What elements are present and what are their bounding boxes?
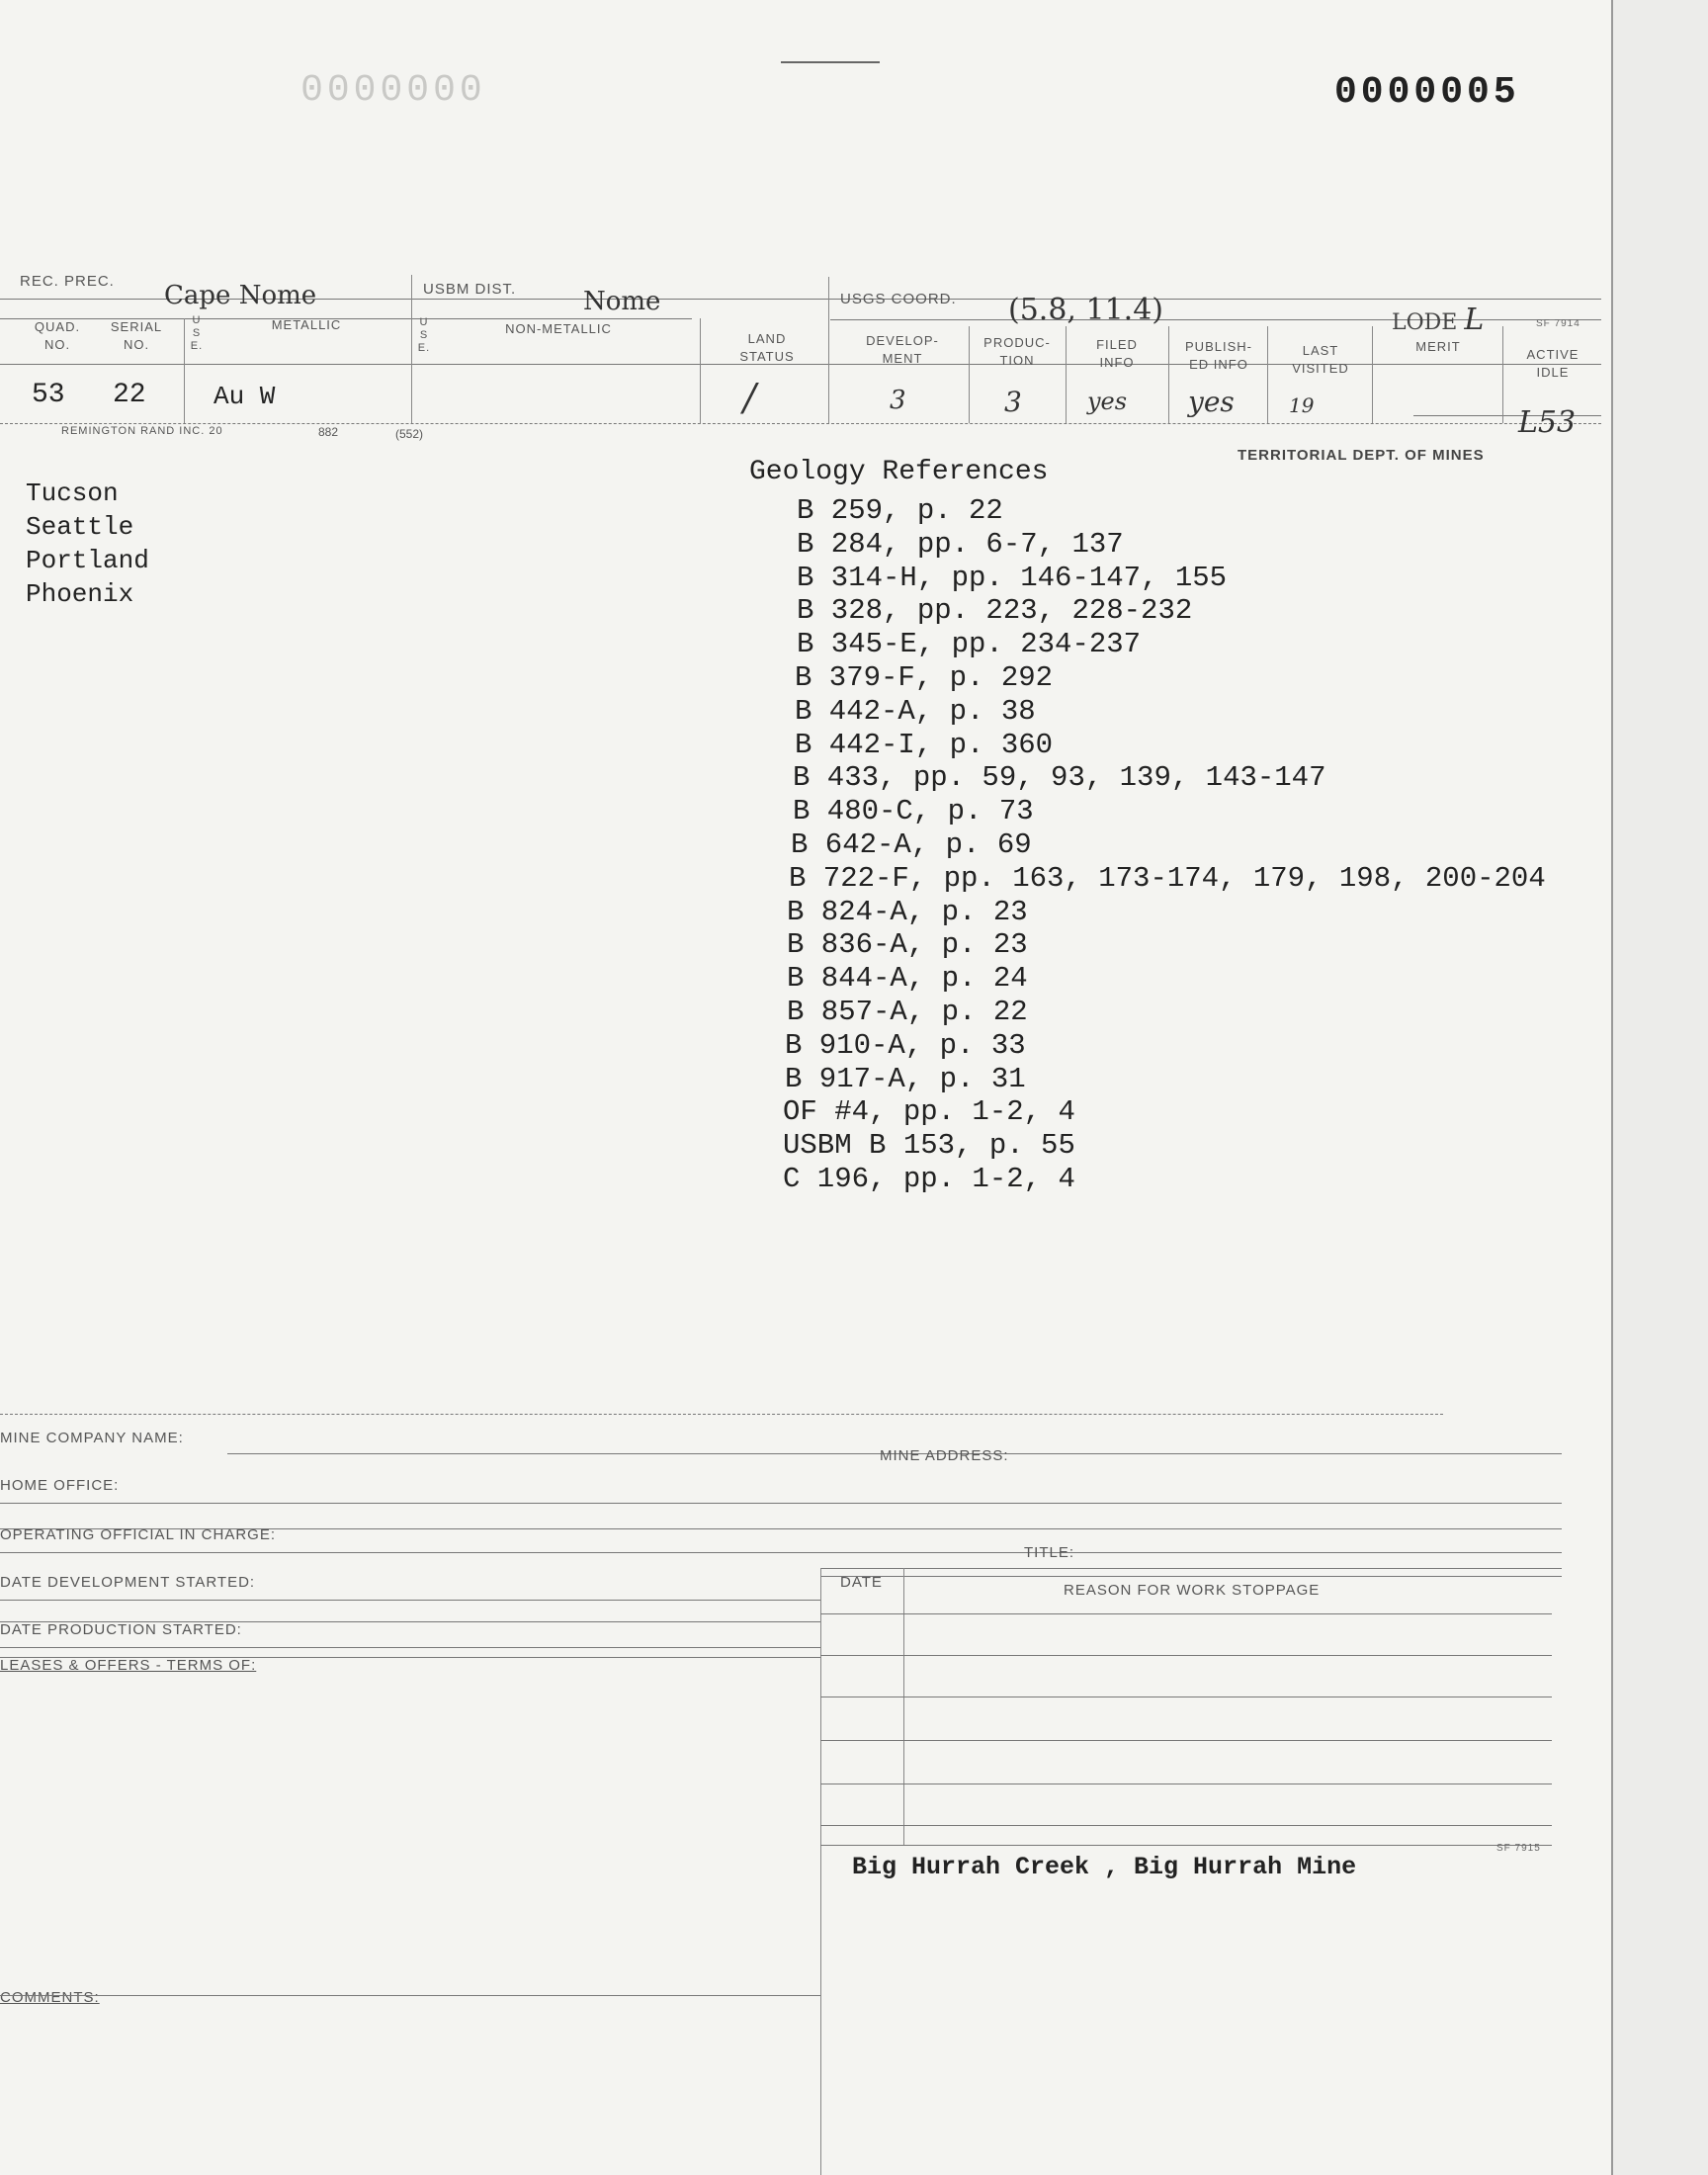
ref-item: B 379-F, p. 292 xyxy=(795,660,1054,694)
usbm-dist-label: USBM DIST. xyxy=(423,281,517,298)
form-code-2: SF 7915 xyxy=(1496,1843,1541,1854)
row-last-visited: 19 xyxy=(1289,393,1315,417)
date-column-header: DATE xyxy=(840,1574,883,1591)
ref-item: B 910-A, p. 33 xyxy=(785,1028,1026,1062)
ref-item: B 442-I, p. 360 xyxy=(795,728,1054,761)
ref-item: B 917-A, p. 31 xyxy=(785,1062,1026,1095)
row-production: 3 xyxy=(1004,386,1022,418)
col-quad: QUAD. NO. xyxy=(34,319,81,352)
col-use-2: U S E. xyxy=(417,316,431,354)
ref-item: B 328, pp. 223, 228-232 xyxy=(797,594,1193,628)
ref-item: B 722-F, pp. 163, 173-174, 179, 198, 200-204 xyxy=(789,861,1546,895)
col-use: U S E. xyxy=(190,314,204,352)
printer-company: REMINGTON RAND INC. 20 xyxy=(61,425,223,437)
ref-item: B 642-A, p. 69 xyxy=(791,827,1032,861)
city-item: Seattle xyxy=(26,512,134,542)
form-code: SF 7914 xyxy=(1536,318,1580,329)
reason-column-header: REASON FOR WORK STOPPAGE xyxy=(1064,1582,1321,1599)
usbm-dist-value: Nome xyxy=(583,287,661,316)
lode-label: LODE xyxy=(1392,310,1458,335)
col-last-visited: LAST VISITED xyxy=(1292,343,1349,376)
geology-refs xyxy=(783,494,1546,1196)
ref-item: USBM B 153, p. 55 xyxy=(783,1129,1075,1163)
ref-item: C 196, pp. 1-2, 4 xyxy=(783,1162,1075,1195)
col-active-idle: ACTIVE IDLE xyxy=(1526,347,1580,380)
location-note: Big Hurrah Creek , Big Hurrah Mine xyxy=(852,1853,1357,1881)
ref-item: B 836-A, p. 23 xyxy=(787,928,1028,962)
ref-item: B 345-E, pp. 234-237 xyxy=(797,628,1142,661)
row-development: 3 xyxy=(890,386,906,415)
col-published-info: PUBLISH- ED INFO xyxy=(1185,339,1252,372)
row-metallic: Au W xyxy=(214,382,276,411)
operating-official-label: OPERATING OFFICIAL IN CHARGE: xyxy=(0,1526,277,1543)
home-office-label: HOME OFFICE: xyxy=(0,1477,120,1494)
row-serial: 22 xyxy=(113,380,146,410)
leases-offers-label: LEASES & OFFERS - TERMS OF: xyxy=(0,1657,257,1674)
mine-company-name-label: MINE COMPANY NAME: xyxy=(0,1430,184,1446)
rec-prec-value: Cape Nome xyxy=(164,281,317,310)
col-metallic: METALLIC xyxy=(271,317,342,332)
document-number: 0000005 xyxy=(1334,71,1520,114)
col-land-status: LAND STATUS xyxy=(739,331,795,364)
row-land-status: / xyxy=(743,376,756,419)
col-merit: MERIT xyxy=(1415,339,1461,354)
row-published-info: yes xyxy=(1188,386,1235,418)
geology-title: Geology References xyxy=(749,457,1049,487)
date-development-started-label: DATE DEVELOPMENT STARTED: xyxy=(0,1574,256,1591)
ref-item: B 442-A, p. 38 xyxy=(795,694,1036,728)
bleed-through-number: 0000000 xyxy=(297,69,482,112)
cities-list xyxy=(26,477,149,611)
ref-item: B 480-C, p. 73 xyxy=(793,795,1034,828)
ref-item: B 284, pp. 6-7, 137 xyxy=(797,527,1124,561)
col-serial: SERIAL NO. xyxy=(110,319,163,352)
lode-value: L xyxy=(1464,303,1485,337)
ref-item: B 259, p. 22 xyxy=(797,494,1003,527)
ref-item: B 824-A, p. 23 xyxy=(787,895,1028,928)
mine-address-label: MINE ADDRESS: xyxy=(880,1447,1009,1464)
ref-item: B 314-H, pp. 146-147, 155 xyxy=(797,561,1228,594)
city-item: Tucson xyxy=(26,478,119,508)
usgs-coord-value: (5.8, 11.4) xyxy=(1008,293,1163,327)
rec-prec-label: REC. PREC. xyxy=(20,273,115,290)
lode-field xyxy=(1392,303,1484,337)
ref-item: B 433, pp. 59, 93, 139, 143-147 xyxy=(793,761,1326,795)
title-label: TITLE: xyxy=(1024,1544,1075,1561)
city-item: Portland xyxy=(26,546,149,575)
comments-label: COMMENTS: xyxy=(0,1989,100,2006)
row-filed-info: yes xyxy=(1087,388,1128,415)
col-production: PRODUC- TION xyxy=(983,335,1051,368)
row-quad: 53 xyxy=(32,380,65,410)
col-filed-info: FILED INFO xyxy=(1096,337,1138,370)
city-item: Phoenix xyxy=(26,579,134,609)
territorial-dept: TERRITORIAL DEPT. OF MINES xyxy=(1238,447,1485,464)
date-production-started-label: DATE PRODUCTION STARTED: xyxy=(0,1621,242,1638)
col-non-metallic: NON-METALLIC xyxy=(505,321,612,336)
ref-item: B 844-A, p. 24 xyxy=(787,962,1028,996)
col-development: DEVELOP- MENT xyxy=(866,333,939,366)
printer-code-1: 882 xyxy=(318,425,339,439)
row-active-idle: L53 xyxy=(1518,405,1577,440)
ref-item: OF #4, pp. 1-2, 4 xyxy=(783,1095,1075,1129)
printer-code-2: (552) xyxy=(395,427,424,441)
ref-item: B 857-A, p. 22 xyxy=(787,995,1028,1028)
usgs-coord-label: USGS COORD. xyxy=(840,291,957,307)
